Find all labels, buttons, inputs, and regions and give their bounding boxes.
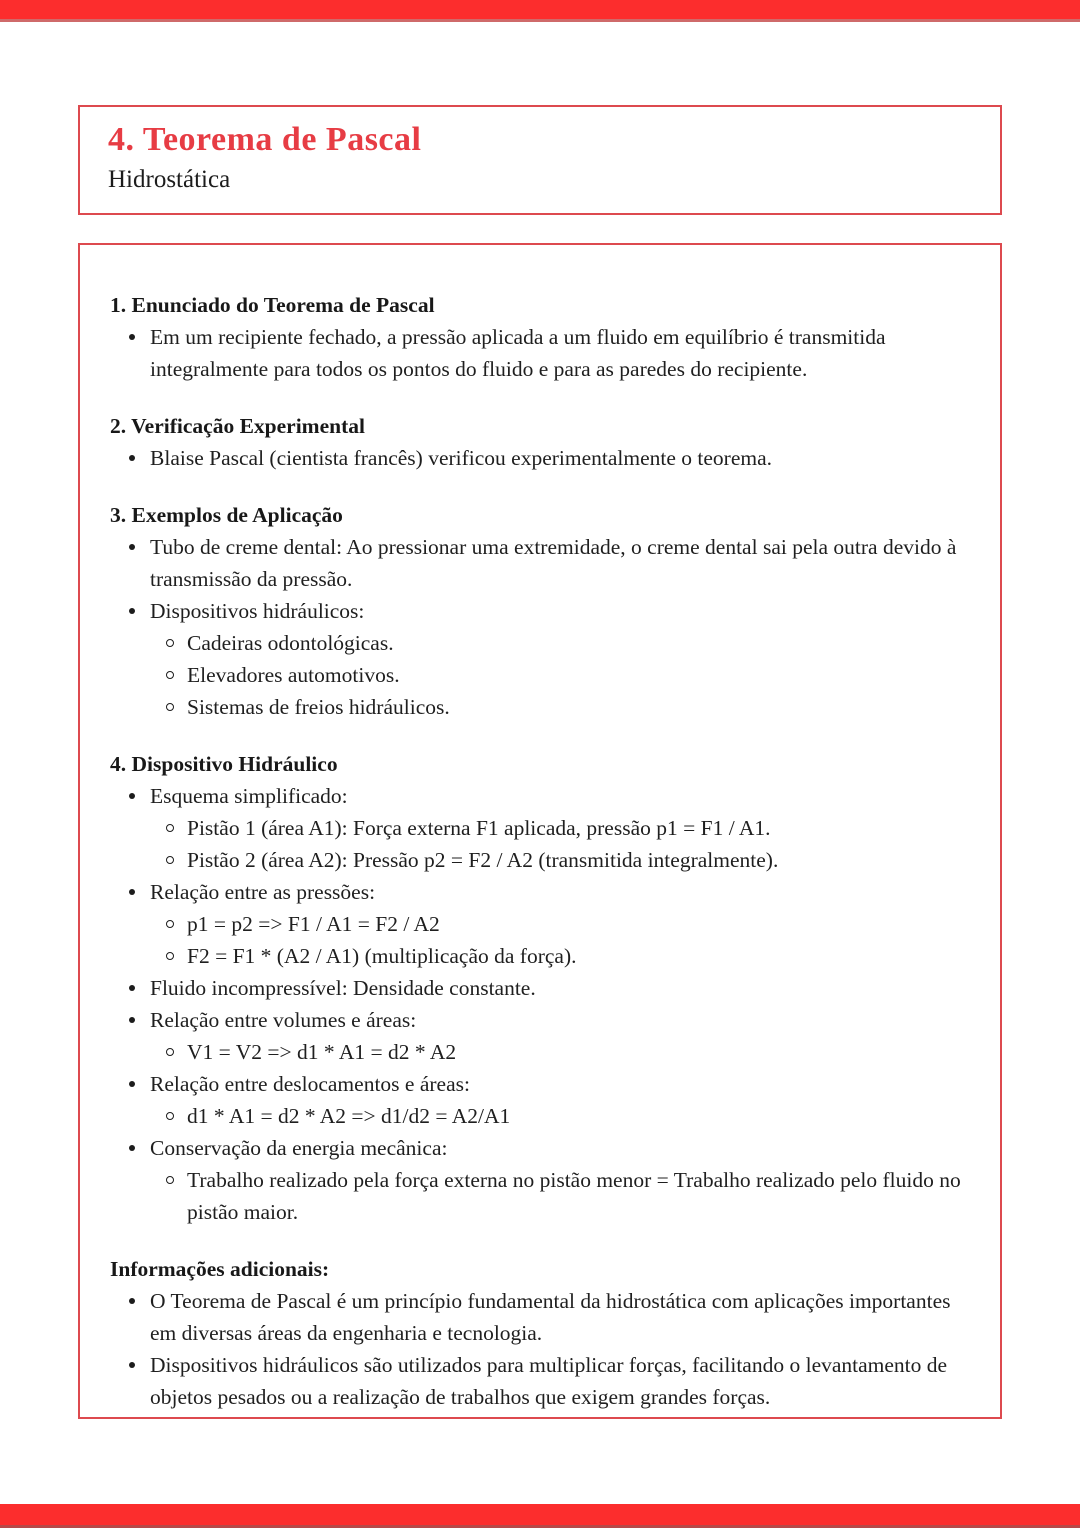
- sections-container: [110, 289, 970, 1413]
- bullet-circle-icon: [166, 1176, 174, 1184]
- list-item: [150, 1285, 970, 1349]
- sub-list-item: [187, 908, 970, 940]
- bottom-accent-bar: [0, 1504, 1080, 1528]
- header-box: [78, 105, 1002, 215]
- bullet-dot-icon: [129, 544, 135, 550]
- bullet-dot-icon: [129, 1362, 135, 1368]
- section-heading: 2. Verificação Experimental: [110, 414, 365, 438]
- bullet-list: [110, 442, 970, 474]
- list-item: [150, 321, 970, 385]
- sub-bullet-list: [150, 1036, 970, 1068]
- bullet-list: [110, 321, 970, 385]
- list-item-text: Conservação da energia mecânica:: [150, 1136, 448, 1160]
- list-item: [150, 1068, 970, 1132]
- section-heading: Informações adicionais:: [110, 1257, 330, 1281]
- section: [110, 1253, 970, 1413]
- sub-list-item-text: Elevadores automotivos.: [187, 663, 400, 687]
- sub-bullet-list: [150, 627, 970, 723]
- list-item-text: Dispositivos hidráulicos:: [150, 599, 365, 623]
- list-item: [150, 531, 970, 595]
- list-item: [150, 595, 970, 723]
- bullet-circle-icon: [166, 1112, 174, 1120]
- bullet-circle-icon: [166, 671, 174, 679]
- bullet-dot-icon: [129, 1145, 135, 1151]
- bullet-circle-icon: [166, 703, 174, 711]
- top-accent-bar: [0, 0, 1080, 22]
- sub-bullet-list: [150, 812, 970, 876]
- bullet-list: [110, 531, 970, 723]
- sub-list-item: [187, 691, 970, 723]
- list-item: [150, 780, 970, 876]
- bullet-dot-icon: [129, 1017, 135, 1023]
- list-item-text: Tubo de creme dental: Ao pressionar uma extremidade, o creme dental sai pela outra devido à transmissão da pressão.: [150, 535, 957, 591]
- sub-list-item-text: d1 * A1 = d2 * A2 => d1/d2 = A2/A1: [187, 1104, 511, 1128]
- page-title: 4. Teorema de Pascal: [108, 121, 422, 158]
- list-item: [150, 1349, 970, 1413]
- sub-list-item: [187, 659, 970, 691]
- bullet-list: [110, 780, 970, 1228]
- list-item-text: Fluido incompressível: Densidade constante.: [150, 976, 536, 1000]
- sub-list-item-text: V1 = V2 => d1 * A1 = d2 * A2: [187, 1040, 457, 1064]
- bullet-dot-icon: [129, 793, 135, 799]
- list-item-text: Relação entre deslocamentos e áreas:: [150, 1072, 470, 1096]
- sub-list-item: [187, 1164, 970, 1228]
- list-item: [150, 1004, 970, 1068]
- list-item: [150, 442, 970, 474]
- section: [110, 410, 970, 474]
- sub-bullet-list: [150, 908, 970, 972]
- bullet-dot-icon: [129, 608, 135, 614]
- sub-list-item: [187, 627, 970, 659]
- bullet-dot-icon: [129, 1081, 135, 1087]
- sub-list-item: [187, 812, 970, 844]
- bullet-dot-icon: [129, 334, 135, 340]
- sub-bullet-list: [150, 1100, 970, 1132]
- section: [110, 499, 970, 723]
- bullet-circle-icon: [166, 824, 174, 832]
- sub-list-item-text: Cadeiras odontológicas.: [187, 631, 394, 655]
- bullet-dot-icon: [129, 455, 135, 461]
- sub-bullet-list: [150, 1164, 970, 1228]
- sub-list-item-text: p1 = p2 => F1 / A1 = F2 / A2: [187, 912, 440, 936]
- bullet-circle-icon: [166, 952, 174, 960]
- list-item-text: Relação entre as pressões:: [150, 880, 376, 904]
- list-item-text: Blaise Pascal (cientista francês) verificou experimentalmente o teorema.: [150, 446, 773, 470]
- section: [110, 748, 970, 1228]
- bullet-dot-icon: [129, 985, 135, 991]
- bullet-list: [110, 1285, 970, 1413]
- list-item: [150, 1132, 970, 1228]
- sub-list-item: [187, 844, 970, 876]
- sub-list-item: [187, 940, 970, 972]
- section-heading: 1. Enunciado do Teorema de Pascal: [110, 293, 435, 317]
- list-item-text: Esquema simplificado:: [150, 784, 348, 808]
- list-item-text: Dispositivos hidráulicos são utilizados para multiplicar forças, facilitando o levantamento de objetos pesados ou a realização de trabalhos que exigem grandes forças.: [150, 1353, 948, 1409]
- content-box: [78, 243, 1002, 1419]
- sub-list-item: [187, 1100, 970, 1132]
- list-item-text: Relação entre volumes e áreas:: [150, 1008, 417, 1032]
- section: [110, 289, 970, 385]
- list-item: [150, 972, 970, 1004]
- bullet-circle-icon: [166, 1048, 174, 1056]
- sub-list-item-text: Trabalho realizado pela força externa no pistão menor = Trabalho realizado pelo fluido no pistão maior.: [187, 1168, 961, 1224]
- bullet-circle-icon: [166, 639, 174, 647]
- bullet-circle-icon: [166, 920, 174, 928]
- section-heading: 4. Dispositivo Hidráulico: [110, 752, 338, 776]
- list-item-text: O Teorema de Pascal é um princípio fundamental da hidrostática com aplicações importantes em diversas áreas da engenharia e tecnologia.: [150, 1289, 951, 1345]
- section-heading: 3. Exemplos de Aplicação: [110, 503, 343, 527]
- sub-list-item-text: Sistemas de freios hidráulicos.: [187, 695, 450, 719]
- list-item-text: Em um recipiente fechado, a pressão aplicada a um fluido em equilíbrio é transmitida integralmente para todos os pontos do fluido e para as paredes do recipiente.: [150, 325, 886, 381]
- sub-list-item-text: Pistão 2 (área A2): Pressão p2 = F2 / A2 (transmitida integralmente).: [187, 848, 779, 872]
- sub-list-item-text: Pistão 1 (área A1): Força externa F1 aplicada, pressão p1 = F1 / A1.: [187, 816, 771, 840]
- list-item: [150, 876, 970, 972]
- bullet-dot-icon: [129, 1298, 135, 1304]
- bullet-dot-icon: [129, 889, 135, 895]
- sub-list-item: [187, 1036, 970, 1068]
- sub-list-item-text: F2 = F1 * (A2 / A1) (multiplicação da força).: [187, 944, 577, 968]
- bullet-circle-icon: [166, 856, 174, 864]
- page-subtitle: Hidrostática: [108, 166, 231, 193]
